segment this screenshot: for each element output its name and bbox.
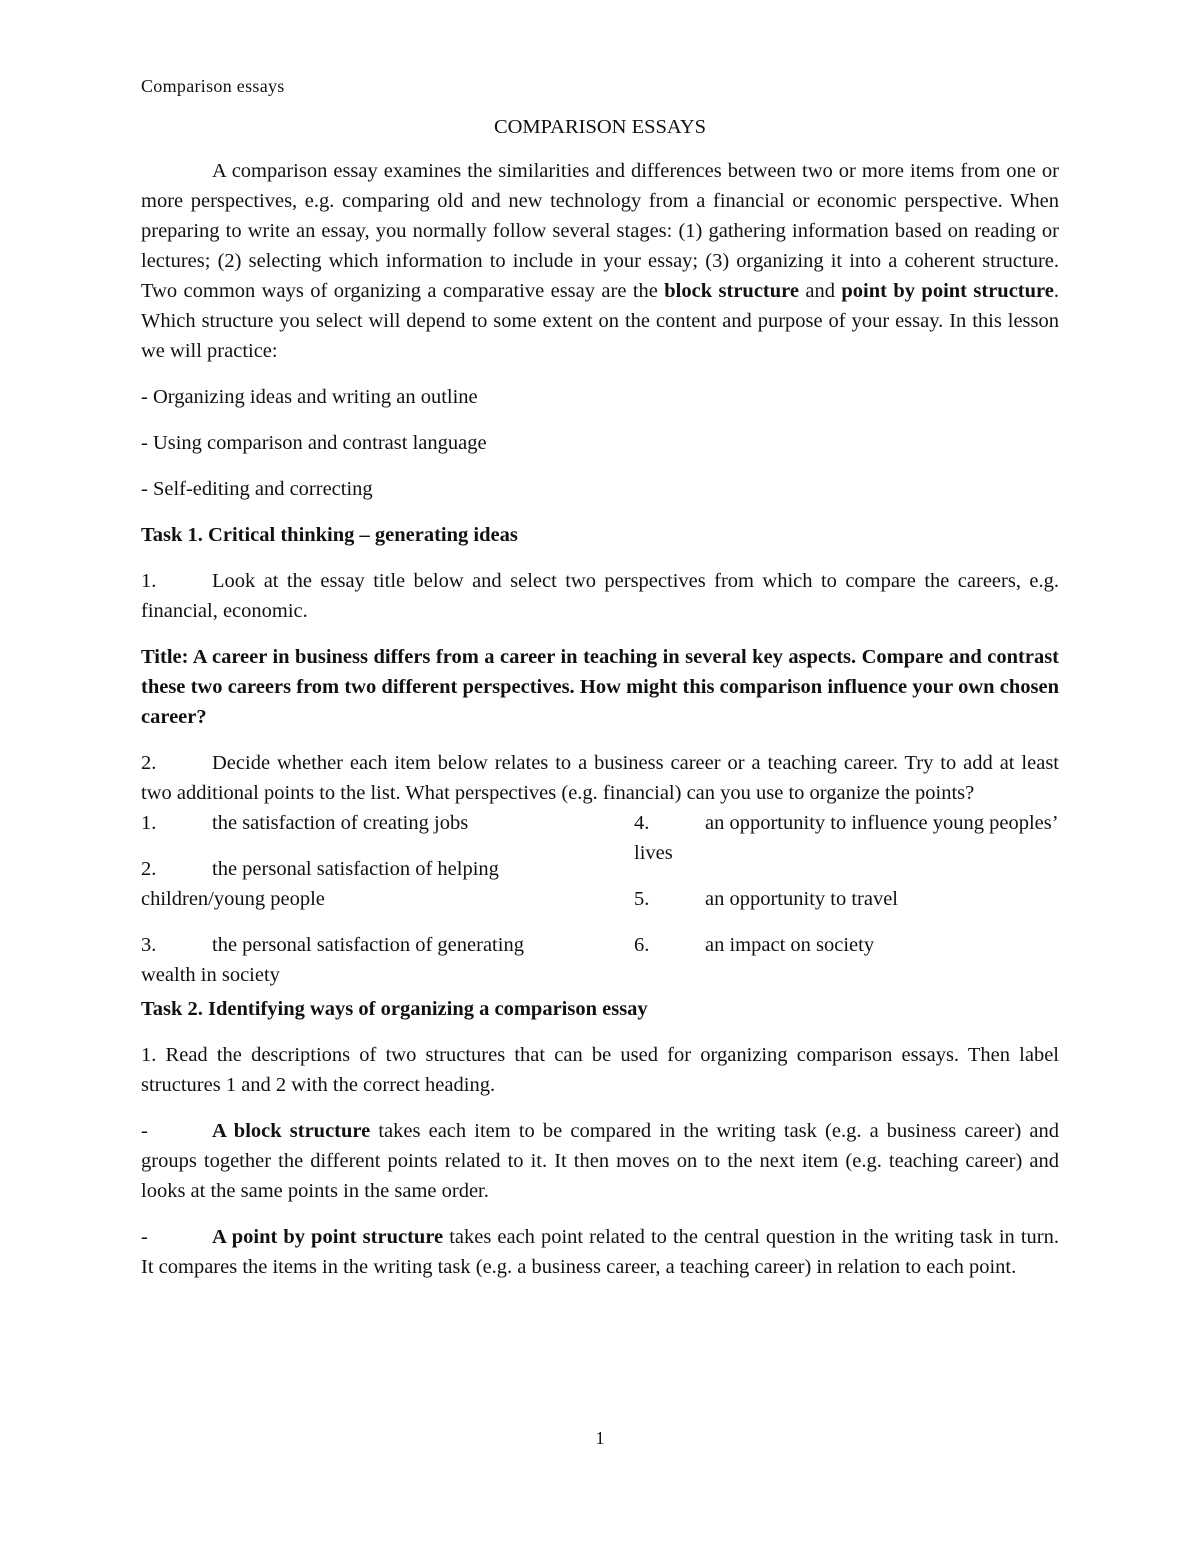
- page-number: 1: [595, 1428, 605, 1448]
- career-item-6-text: an impact on society: [705, 934, 875, 956]
- career-item-3-text: the personal satisfaction of generating wealth in society: [141, 934, 524, 986]
- task1-question-2: [141, 748, 1059, 808]
- block-structure-description: [141, 1116, 1059, 1206]
- task1-heading: Task 1. Critical thinking – generating ideas: [141, 524, 518, 546]
- intro-bold-point-structure: point by point structure: [841, 280, 1054, 302]
- practice-item-3: - Self-editing and correcting: [141, 478, 373, 500]
- point-structure-dash: -: [141, 1226, 148, 1248]
- intro-bold-block-structure: block structure: [664, 280, 799, 302]
- career-item-5-text: an opportunity to travel: [705, 888, 898, 910]
- task1-q1-number: 1.: [141, 570, 157, 592]
- point-structure-description: [141, 1222, 1059, 1282]
- task2-heading: Task 2. Identifying ways of organizing a comparison essay: [141, 998, 648, 1020]
- career-items-left-column: [141, 808, 571, 990]
- document-body: [141, 112, 1059, 1298]
- intro-text-1: A comparison essay examines the similarities and differences between two or more items from one or more perspectives, e.g. comparing old and new technology from a financial or economic perspective. When preparing to write an essay, you normally follow several stages: (1) gathering information based on reading or lectures; (2) selecting which information to include in your essay; (3) organizing it into a coherent structure. Two common ways of organizing a comparative essay are the: [141, 160, 1059, 302]
- career-item-4: [634, 808, 1059, 868]
- block-structure-text: takes each item to be compared in the writing task (e.g. a business career) and groups together the different points related to it. It then moves on to the next item (e.g. teaching career) and looks at the same points in the same order.: [141, 1120, 1059, 1202]
- document-title: COMPARISON ESSAYS: [493, 116, 707, 138]
- practice-item-1: - Organizing ideas and writing an outline: [141, 386, 478, 408]
- practice-item-2: - Using comparison and contrast language: [141, 432, 487, 454]
- career-item-2-text: the personal satisfaction of helping children/young people: [141, 858, 499, 910]
- career-item-2: [141, 854, 571, 914]
- career-item-6: [634, 930, 1059, 960]
- block-structure-term: A block structure: [212, 1120, 371, 1142]
- career-item-4-number: 4.: [634, 812, 650, 834]
- point-structure-term: A point by point structure: [212, 1226, 444, 1248]
- career-items-list: [141, 808, 1059, 990]
- block-structure-dash: -: [141, 1120, 148, 1142]
- running-header: Comparison essays: [141, 76, 285, 96]
- career-item-2-number: 2.: [141, 858, 157, 880]
- career-items-right-column: [634, 808, 1059, 990]
- task2-question-1: 1. Read the descriptions of two structures that can be used for organizing comparison essays. Then label structures 1 and 2 with the correct heading.: [141, 1044, 1059, 1096]
- career-item-3-number: 3.: [141, 934, 157, 956]
- career-item-5-number: 5.: [634, 888, 650, 910]
- career-item-5: [634, 884, 1059, 914]
- task1-question-1: [141, 566, 1059, 626]
- task1-q1-text: Look at the essay title below and select two perspectives from which to compare the careers, e.g. financial, economic.: [141, 570, 1059, 622]
- task1-q2-text: Decide whether each item below relates to a business career or a teaching career. Try to add at least two additional points to the list. What perspectives (e.g. financial) can you use to organize the points?: [141, 752, 1059, 804]
- career-item-1-number: 1.: [141, 812, 157, 834]
- intro-text-2: and: [799, 280, 842, 302]
- essay-title: Title: A career in business differs from a career in teaching in several key aspects. Compare and contrast these two careers from two different perspectives. How might this comparison influence your own chosen career?: [141, 646, 1059, 728]
- intro-paragraph: [141, 156, 1059, 366]
- career-item-1-text: the satisfaction of creating jobs: [212, 812, 469, 834]
- career-item-4-text: an opportunity to influence young peoples’ lives: [634, 812, 1058, 864]
- task1-q2-number: 2.: [141, 752, 157, 774]
- point-structure-text: takes each point related to the central question in the writing task in turn. It compares the items in the writing task (e.g. a business career, a teaching career) in relation to each point.: [141, 1226, 1059, 1278]
- career-item-1: [141, 808, 571, 838]
- intro-text-3: . Which structure you select will depend to some extent on the content and purpose of your essay. In this lesson we will practice:: [141, 280, 1059, 362]
- career-item-6-number: 6.: [634, 934, 650, 956]
- career-item-3: [141, 930, 571, 990]
